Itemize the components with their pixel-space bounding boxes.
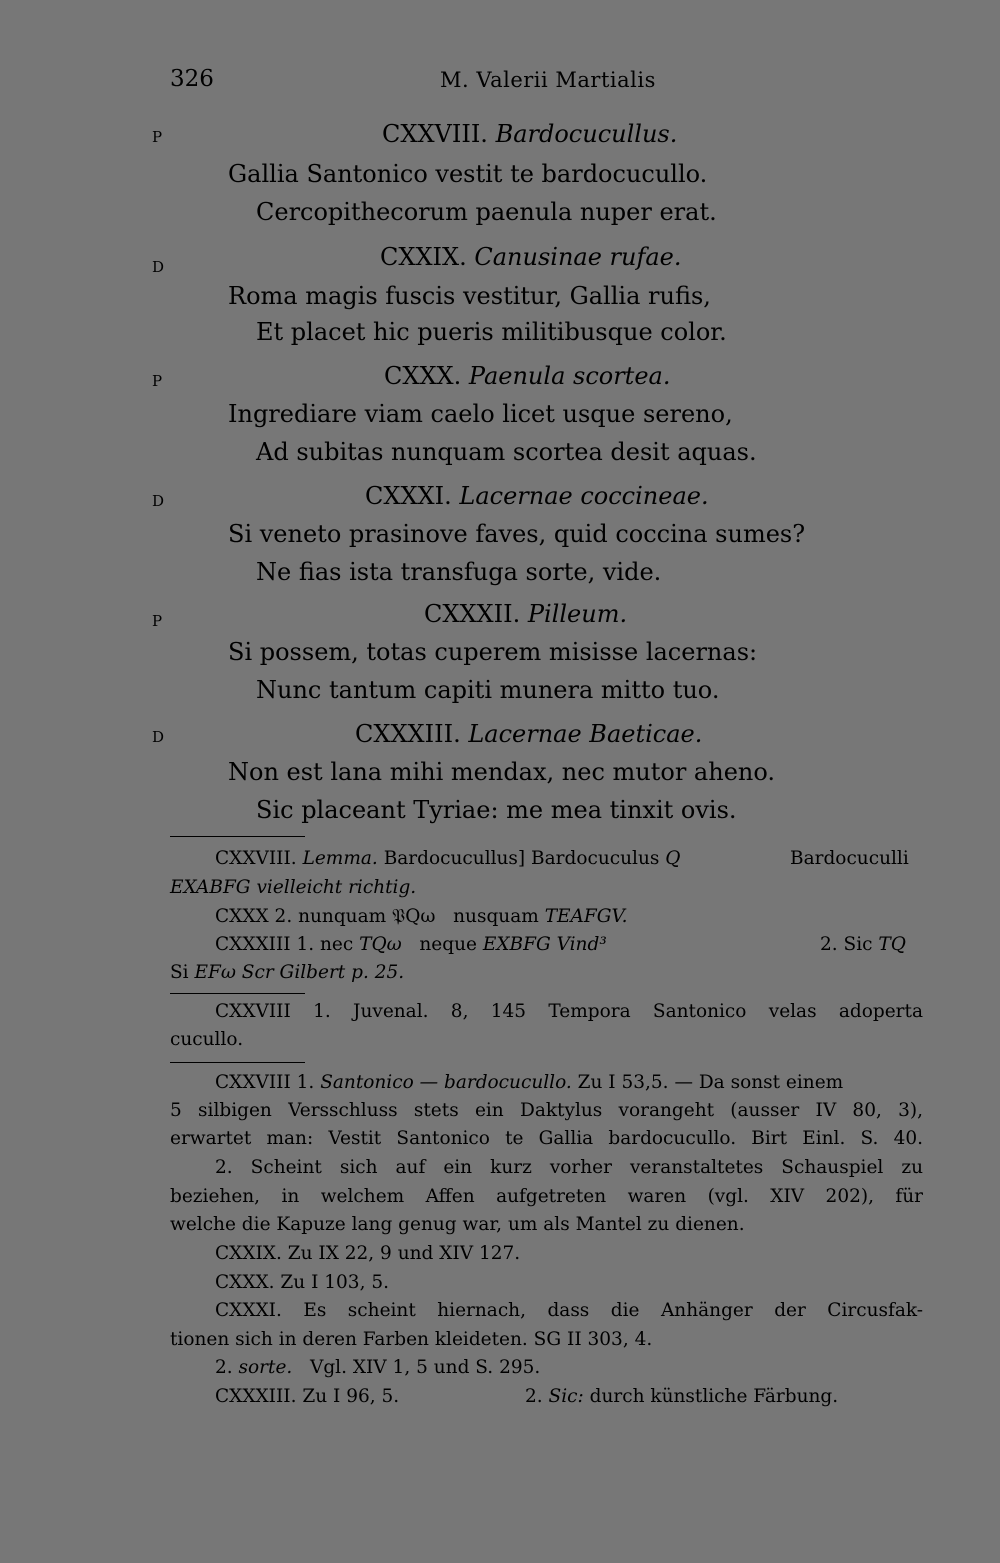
poem-heading xyxy=(365,482,709,510)
poem-title: Canusinae rufae. xyxy=(474,243,682,271)
commentary-line: 2. sorte. Vgl. XIV 1, 5 und S. 295. xyxy=(215,1357,541,1378)
commentary-line: CXXXIII. Zu I 96, 5. xyxy=(215,1386,400,1407)
verse-line: Non est lana mihi mendax, nec mutor aheno. xyxy=(228,758,776,786)
commentary-line: tionen sich in deren Farben kleideten. SG II 303, 4. xyxy=(170,1329,653,1350)
poem-heading xyxy=(384,362,670,390)
manuscript-marker: P xyxy=(152,372,163,390)
poem-title: Lacernae Baeticae. xyxy=(468,720,703,748)
commentary-line: 2. Sic: durch künstliche Färbung. xyxy=(525,1386,839,1407)
apparatus-line: Bardocuculli xyxy=(790,848,909,869)
poem-title: Paenula scortea. xyxy=(468,362,671,390)
verse-line: Ingrediare viam caelo licet usque sereno, xyxy=(228,400,733,428)
commentary-line: CXXX. Zu I 103, 5. xyxy=(215,1272,389,1293)
poem-heading xyxy=(355,720,702,748)
section-rule xyxy=(170,836,305,837)
verse-line: Cercopithecorum paenula nuper erat. xyxy=(256,198,717,226)
manuscript-marker: D xyxy=(152,728,165,746)
apparatus-line: CXXXIII 1. nec TQω neque EXBFG Vind³ xyxy=(215,934,607,955)
poem-heading xyxy=(380,243,682,271)
poem-number: CXXXII. xyxy=(424,600,521,628)
parallel-line: CXXVIII 1. Juvenal. 8, 145 Tempora Santonico velas adoperta xyxy=(215,1001,923,1022)
commentary-line: CXXIX. Zu IX 22, 9 und XIV 127. xyxy=(215,1243,521,1264)
commentary-line: CXXXI. Es scheint hiernach, dass die Anhänger der Circusfak- xyxy=(215,1300,923,1321)
page-number: 326 xyxy=(170,66,214,92)
verse-line: Gallia Santonico vestit te bardocucullo. xyxy=(228,160,708,188)
poem-title: Lacernae coccineae. xyxy=(459,482,709,510)
poem-number: CXXVIII. xyxy=(382,120,488,148)
section-rule xyxy=(170,1062,305,1063)
verse-line: Roma magis fuscis vestitur, Gallia rufis, xyxy=(228,282,711,310)
apparatus-line: CXXVIII. Lemma. Bardocucullus] Bardocuculus Q xyxy=(215,848,681,869)
poem-title: Bardocucullus. xyxy=(495,120,678,148)
verse-line: Si possem, totas cuperem misisse lacernas: xyxy=(228,638,758,666)
poem-heading xyxy=(424,600,627,628)
poem-number: CXXXI. xyxy=(365,482,452,510)
commentary-line: welche die Kapuze lang genug war, um als Mantel zu dienen. xyxy=(170,1214,745,1235)
verse-line: Nunc tantum capiti munera mitto tuo. xyxy=(256,676,720,704)
manuscript-marker: D xyxy=(152,492,165,510)
commentary-line: 5 silbigen Versschluss stets ein Daktylus vorangeht (ausser IV 80, 3), xyxy=(170,1100,923,1121)
apparatus-line: Si EFω Scr Gilbert p. 25. xyxy=(170,962,405,983)
commentary-line: erwartet man: Vestit Santonico te Gallia bardocucullo. Birt Einl. S. 40. xyxy=(170,1128,923,1149)
verse-line: Ne fias ista transfuga sorte, vide. xyxy=(256,558,662,586)
commentary-line: 2. Scheint sich auf ein kurz vorher veranstaltetes Schauspiel zu xyxy=(215,1157,923,1178)
manuscript-marker: P xyxy=(152,612,163,630)
section-rule xyxy=(170,993,305,994)
poem-number: CXXX. xyxy=(384,362,462,390)
poem-heading xyxy=(382,120,677,148)
apparatus-line: EXABFG vielleicht richtig. xyxy=(170,877,417,898)
manuscript-marker: P xyxy=(152,128,163,146)
apparatus-line: CXXX 2. nunquam 𝔓Qω nusquam TEAFGV. xyxy=(215,906,628,927)
poem-title: Pilleum. xyxy=(527,600,628,628)
verse-line: Si veneto prasinove faves, quid coccina sumes? xyxy=(228,520,806,548)
parallel-line: cucullo. xyxy=(170,1029,244,1050)
apparatus-line: 2. Sic TQ xyxy=(820,934,906,955)
poem-number: CXXIX. xyxy=(380,243,467,271)
manuscript-marker: D xyxy=(152,258,165,276)
verse-line: Sic placeant Tyriae: me mea tinxit ovis. xyxy=(256,796,737,824)
commentary-line: beziehen, in welchem Affen aufgetreten waren (vgl. XIV 202), für xyxy=(170,1186,923,1207)
running-title: M. Valerii Martialis xyxy=(440,68,656,92)
commentary-line: CXXVIII 1. Santonico — bardocucullo. Zu I 53,5. — Da sonst einem xyxy=(215,1072,844,1093)
verse-line: Ad subitas nunquam scortea desit aquas. xyxy=(256,438,757,466)
poem-number: CXXXIII. xyxy=(355,720,461,748)
verse-line: Et placet hic pueris militibusque color. xyxy=(256,318,727,346)
